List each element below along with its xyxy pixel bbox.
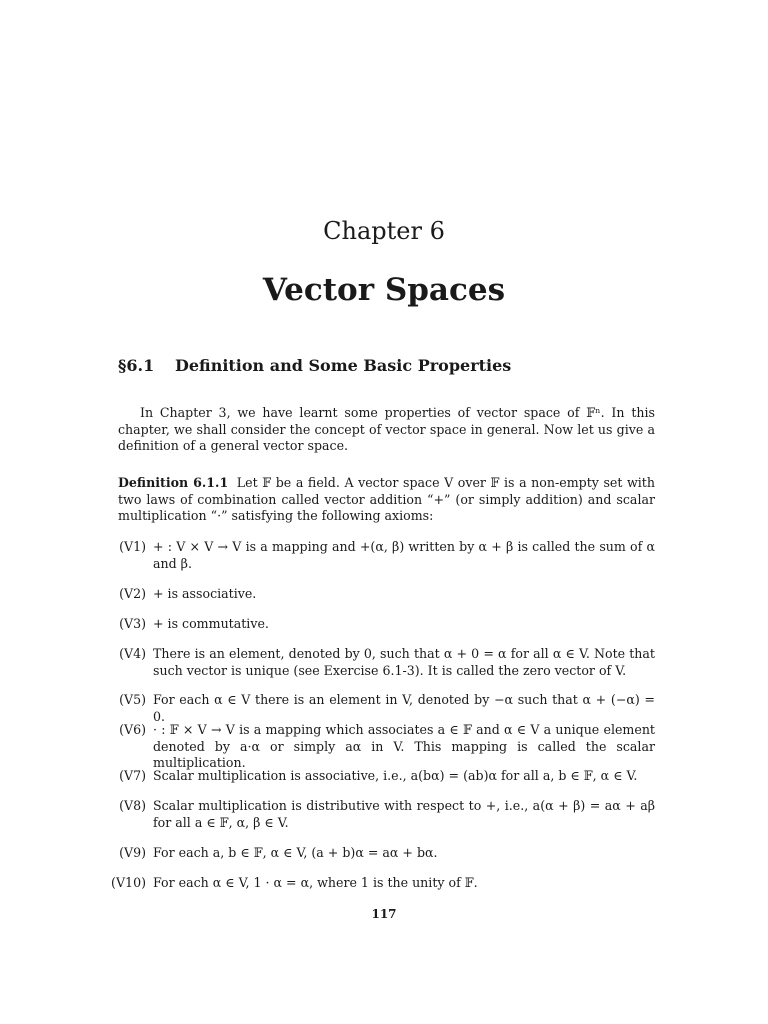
section-heading (118, 354, 511, 378)
axiom-text: + : V × V → V is a mapping and +(α, β) written by α + β is called the sum of α and β. (153, 539, 655, 571)
axiom-label: (V6) (119, 722, 146, 737)
definition-label: Definition 6.1.1 (118, 475, 229, 490)
axiom-label: (V2) (119, 586, 146, 601)
definition-text: Let 𝔽 be a field. A vector space V over 𝔽 is a non-empty set with two laws of combination called vector addition “+” (or simply addition) and scalar multiplication “·” satisfying the following axioms: (118, 475, 655, 523)
axiom-label: (V9) (119, 845, 146, 860)
axiom-label: (V4) (119, 646, 146, 661)
definition-block (118, 475, 655, 525)
axiom-text: There is an element, denoted by 0, such that α + 0 = α for all α ∈ V. Note that such vector is unique (see Exercise 6.1-3). It is called the zero vector of V. (153, 646, 655, 678)
axiom-label: (V3) (119, 616, 146, 631)
axiom-label: (V10) (111, 875, 146, 890)
axiom-label: (V1) (119, 539, 146, 554)
axiom-label: (V5) (119, 692, 146, 707)
chapter-label: Chapter 6 (323, 217, 445, 245)
axiom-text: Scalar multiplication is associative, i.e., a(bα) = (ab)α for all a, b ∈ 𝔽, α ∈ V. (153, 768, 638, 783)
axiom-text: For each α ∈ V there is an element in V, denoted by −α such that α + (−α) = 0. (153, 692, 655, 724)
axiom-text: + is associative. (153, 586, 257, 601)
axiom-text: Scalar multiplication is distributive with respect to +, i.e., a(α + β) = aα + aβ for all a ∈ 𝔽, α, β ∈ V. (153, 798, 655, 830)
section-title: Definition and Some Basic Properties (175, 356, 512, 375)
axiom-text: For each α ∈ V, 1 · α = α, where 1 is the unity of 𝔽. (153, 875, 478, 890)
section-number: §6.1 (118, 356, 155, 375)
axiom-label: (V8) (119, 798, 146, 813)
intro-paragraph: In Chapter 3, we have learnt some properties of vector space of 𝔽ⁿ. In this chapter, we shall consider the concept of vector space in general. Now let us give a definition of a general vector space. (118, 405, 655, 453)
page-number: 117 (371, 907, 397, 921)
axiom-label: (V7) (119, 768, 146, 783)
axiom-text: For each a, b ∈ 𝔽, α ∈ V, (a + b)α = aα + bα. (153, 845, 438, 860)
chapter-title: Vector Spaces (262, 272, 506, 308)
axiom-text: + is commutative. (153, 616, 269, 631)
axiom-text: · : 𝔽 × V → V is a mapping which associates a ∈ 𝔽 and α ∈ V a unique element denoted by a·α or simply aα in V. This mapping is called the scalar multiplication. (153, 722, 655, 770)
